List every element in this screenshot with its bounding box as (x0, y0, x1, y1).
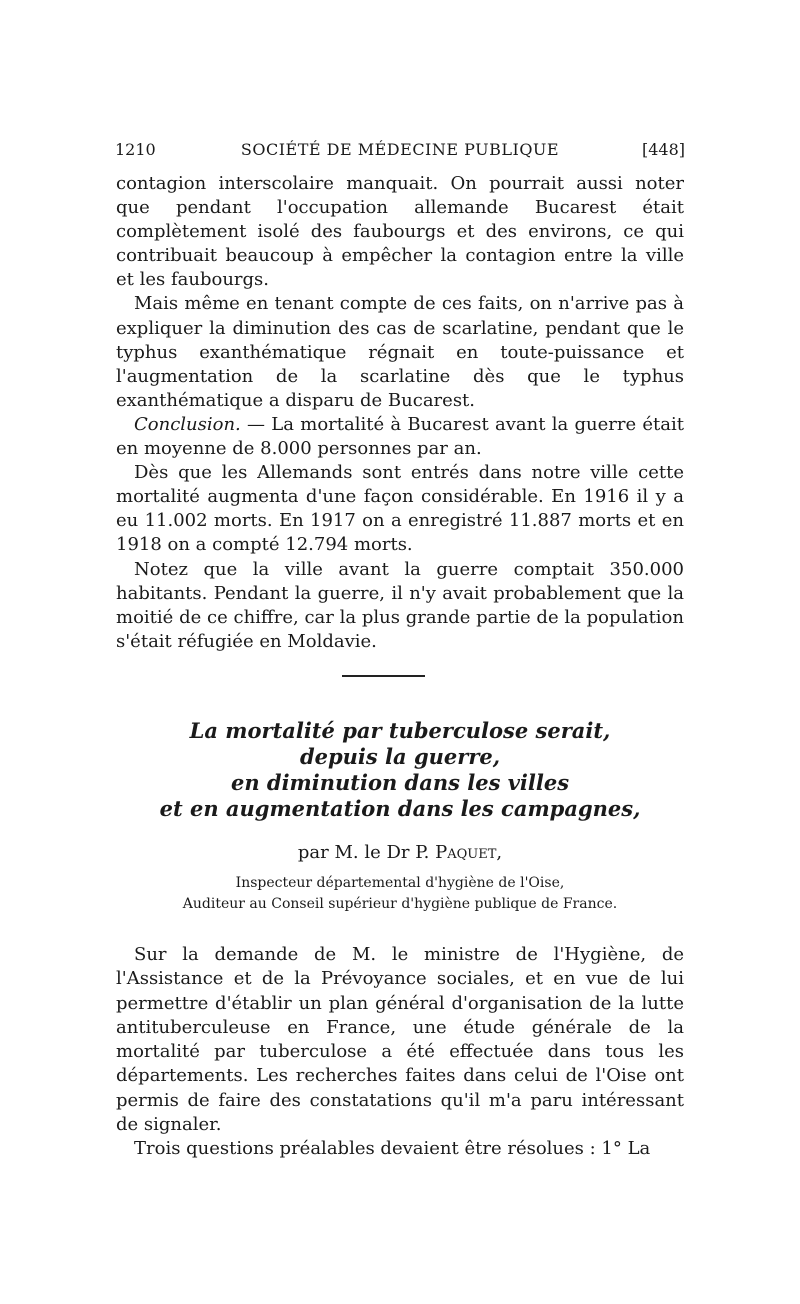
section-divider (342, 675, 425, 677)
running-header (115, 140, 685, 162)
conclusion-paragraph (116, 413, 684, 461)
conclusion-text: — La mortalité à Bucarest avant la guerre était en moyenne de 8.000 personnes par an. (116, 413, 684, 460)
title-line: en diminution dans les villes (230, 770, 570, 795)
journal-title: SOCIÉTÉ DE MÉDECINE PUBLIQUE (240, 140, 560, 159)
paragraph: Sur la demande de M. le ministre de l'Hygiène, de l'Assistance et de la Prévoyance sociales, et en vue de lui permettre d'établir un plan général d'organisation de la lutte antituberculeuse en France, une étude générale de la mortalité par tuberculose a été effectuée dans tous les départements. Les recherches faites dans celui de l'Oise ont permis de faire des constatations qu'il m'a paru intéressant de signaler. (116, 944, 684, 1136)
paragraph: Notez que la ville avant la guerre comptait 350.000 habitants. Pendant la guerre, il n'y avait probablement que la moitié de ce chiffre, car la plus grande partie de la population s'était réfugiée en Moldavie. (116, 558, 684, 652)
paragraph: contagion interscolaire manquait. On pourrait aussi noter que pendant l'occupation allemande Bucarest était complètement isolé des faubourgs et des environs, ce qui contribuait beaucoup à empêcher la contagion entre la ville et les faubourgs. (116, 173, 684, 291)
top-text-block (116, 172, 684, 654)
author-affiliation (116, 873, 684, 915)
affiliation-line: Inspecteur départemental d'hygiène de l'Oise, (235, 875, 565, 891)
byline-prefix: par M. le Dr P. (297, 842, 430, 863)
author-byline (116, 842, 684, 863)
bottom-text-block (116, 943, 684, 1162)
paragraph: Dès que les Allemands sont entrés dans notre ville cette mortalité augmenta d'une façon considérable. En 1916 il y a eu 11.002 morts. En 1917 on a enregistré 11.887 morts et en 1918 on a compté 12.794 morts. (116, 462, 684, 556)
author-name: Paquet, (435, 842, 503, 863)
title-line: et en augmentation dans les campagnes, (159, 796, 641, 821)
title-line: depuis la guerre, (299, 744, 501, 769)
conclusion-label: Conclusion. (134, 413, 241, 435)
paragraph: Mais même en tenant compte de ces faits, on n'arrive pas à expliquer la diminution des cas de scarlatine, pendant que le typhus exanthématique régnait en toute-puissance et l'augmentation de la scarlatine dès que le typhus exanthématique a disparu de Bucarest. (116, 293, 684, 411)
paragraph: Trois questions préalables devaient être résolues : 1° La (134, 1138, 651, 1160)
title-line: La mortalité par tuberculose serait, (189, 718, 611, 743)
affiliation-line: Auditeur au Conseil supérieur d'hygiène publique de France. (182, 896, 618, 912)
page-number: 1210 (115, 140, 156, 159)
section-number: [448] (641, 140, 685, 159)
article-title (116, 718, 684, 822)
